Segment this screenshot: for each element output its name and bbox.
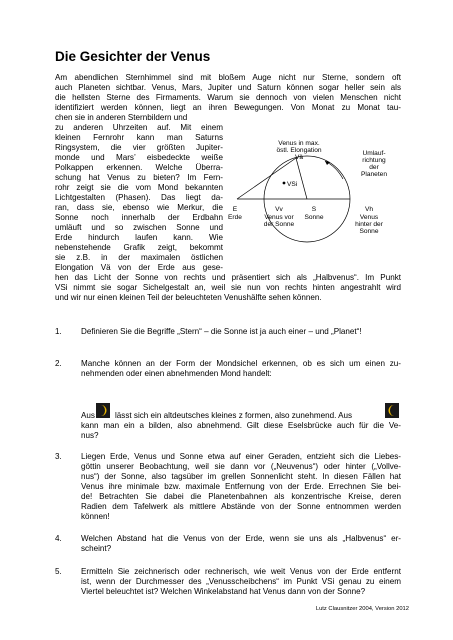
intro-wrap-line: umläuft und so zwischen Sonne und [55,223,223,232]
moon-text: kann man ein a bilden, also abnehmend. Gilt diese Eselsbrücke auch für die Ve- [81,421,401,430]
label-direction: der [369,164,379,171]
intro-wrap-line: monde und Mars’ eisbedeckte weiße [55,153,223,162]
label-elongation: Vä [294,154,304,161]
label-vv: Vv [275,206,283,213]
question-text: Definieren Sie die Begriffe „Stern“ – die Sonne ist ja auch einer – und „Planet“! [81,327,362,336]
label-earth: E [232,206,238,213]
intro-line: die hellsten Sterne des Firmaments. Warum sie dennoch von vielen Menschen nicht [55,93,401,102]
question-text: Welchen Abstand hat die Venus von der Erde, wenn sie uns als „Halbvenus“ er- [81,534,401,543]
question-text: göttin unserer Beobachtung, weil sie dann vor („Neuvenus“) oder hinter („Vollve- [81,462,401,471]
label-vh: Venus [359,214,379,221]
direction-arrow [325,161,343,179]
intro-end-line: und wir nur einen kleinen Teil der beleuchteten Venushälfte sehen können. [55,293,322,302]
moon-text: nus? [81,431,99,440]
intro-wrap-line: Sonne noch innerhalb der Erdbahn [55,213,223,222]
question-number: 1. [55,327,62,336]
intro-end-line: hen das Licht der Sonne von rechts und präsentiert sich als „Halbvenus“. Im Punkt [55,273,401,282]
label-vh: Sonne [359,228,379,235]
intro-wrap-line: Lichtgestalten (Phasen). Das liegt da- [55,193,223,202]
question-number: 3. [55,452,62,461]
question-text: scheint? [81,544,112,553]
footer-credit: Lutz Clausnitzer 2004, Version 2012 [315,606,409,612]
intro-line: identifiziert werden können, liegt an ihren Bewegungen. Von Monat zu Monat tau- [55,103,401,112]
label-direction: Planeten [360,171,388,178]
question-text: ist, wenn der Durchmesser des „Venusscheibchens“ im Punkt VSi genau zu einem [81,577,401,586]
waxing-moon-icon [96,403,110,418]
question-text: nehmenden oder einen abnehmenden Mond handelt: [81,369,272,378]
label-vv: der Sonne [263,221,295,228]
page-title: Die Gesichter der Venus [55,49,211,64]
label-direction: Umlauf- [362,150,386,157]
intro-wrap-line: sie z.B. in der maximalen östlichen [55,253,223,262]
label-direction: richtung [362,157,386,164]
intro-wrap-line: Polkappen erkennen. Welche Überra- [55,163,223,172]
question-text: Radien dem Tafelwerk als mittlere Abstände von der Sonne entnommen werden [81,502,401,511]
intro-wrap-line: schung hat Venus zu bieten? Im Fern- [55,173,223,182]
question-text: Ermitteln Sie zeichnerisch oder rechnerisch, wie weit Venus von der Erde entfernt [81,567,401,576]
intro-wrap-line: Ringsystem, die vier größten Jupiter- [55,143,223,152]
elongation-lines [237,158,307,199]
question-text: nus“) der Sonne, also tagsüber im grellen Sonnenlicht steht. In diesen Fällen hat [81,472,401,481]
waning-moon-icon [385,403,399,418]
question-number: 2. [55,359,62,368]
intro-wrap-line: kleinen Fernrohr kann man Saturns [55,133,223,142]
intro-line: Am abendlichen Sternhimmel sind mit bloßem Auge nicht nur Sterne, sondern oft [55,73,401,82]
question-text: Liegen Erde, Venus und Sonne etwa auf einer Geraden, entzieht sich die Liebes- [81,452,401,461]
intro-wrap-line: Erde hindurch laufen kann. Wie [55,233,223,242]
intro-wrap-line: ran, dass sie, ebenso wie Merkur, die [55,203,223,212]
label-sun: S [311,206,317,213]
question-text: Manche können an der Form der Mondsichel erkennen, ob es sich um einen zu- [81,359,401,368]
label-vsi: VSi [287,181,298,188]
question-text: können! [81,512,110,521]
intro-wrap-line: nebenstehende Grafik zeigt, bekommt [55,243,223,252]
moon-text: Aus [81,411,95,420]
intro-wrap-line: Elongation Vä von der Erde aus gese- [55,263,223,272]
vsi-marker [283,182,286,185]
label-vh: hinter der [355,221,383,228]
label-vh: Vh [364,206,374,213]
label-sun: Sonne [304,214,324,221]
question-number: 4. [55,534,62,543]
label-elongation: östl. Elongation [276,147,322,154]
label-elongation: Venus in max. [278,140,320,147]
intro-line: auch Planeten sichtbar. Venus, Mars, Jupiter und Saturn können sogar heller sein als [55,83,401,92]
intro-wrap-line: rohr zeigt sie die vom Mond bekannten [55,183,223,192]
moon-text: lässt sich ein altdeutsches kleines z formen, also zunehmend. Aus [115,411,353,420]
question-text: Viertel beleuchtet ist? Welchen Winkelabstand hat Venus dann von der Sonne? [81,587,366,596]
label-vv: Venus vor [264,214,294,221]
question-number: 5. [55,567,62,576]
label-earth: Erde [228,214,242,221]
intro-end-line: VSi nimmt sie sogar Sichelgestalt an, weil sie nun von rechts hinten angestrahlt wird [55,283,401,292]
intro-line: chen sie in anderen Sternbildern und [55,113,188,122]
question-text: Venus ihre minimale bzw. maximale Entfernung von der Erde. Errechnen Sie bei- [81,482,401,491]
intro-wrap-line: zu anderen Uhrzeiten auf. Mit einem [55,123,223,132]
venus-orbit-diagram [228,134,414,246]
question-text: de! Betrachten Sie dabei die Planetenbahnen als konzentrische Kreise, deren [81,492,401,501]
